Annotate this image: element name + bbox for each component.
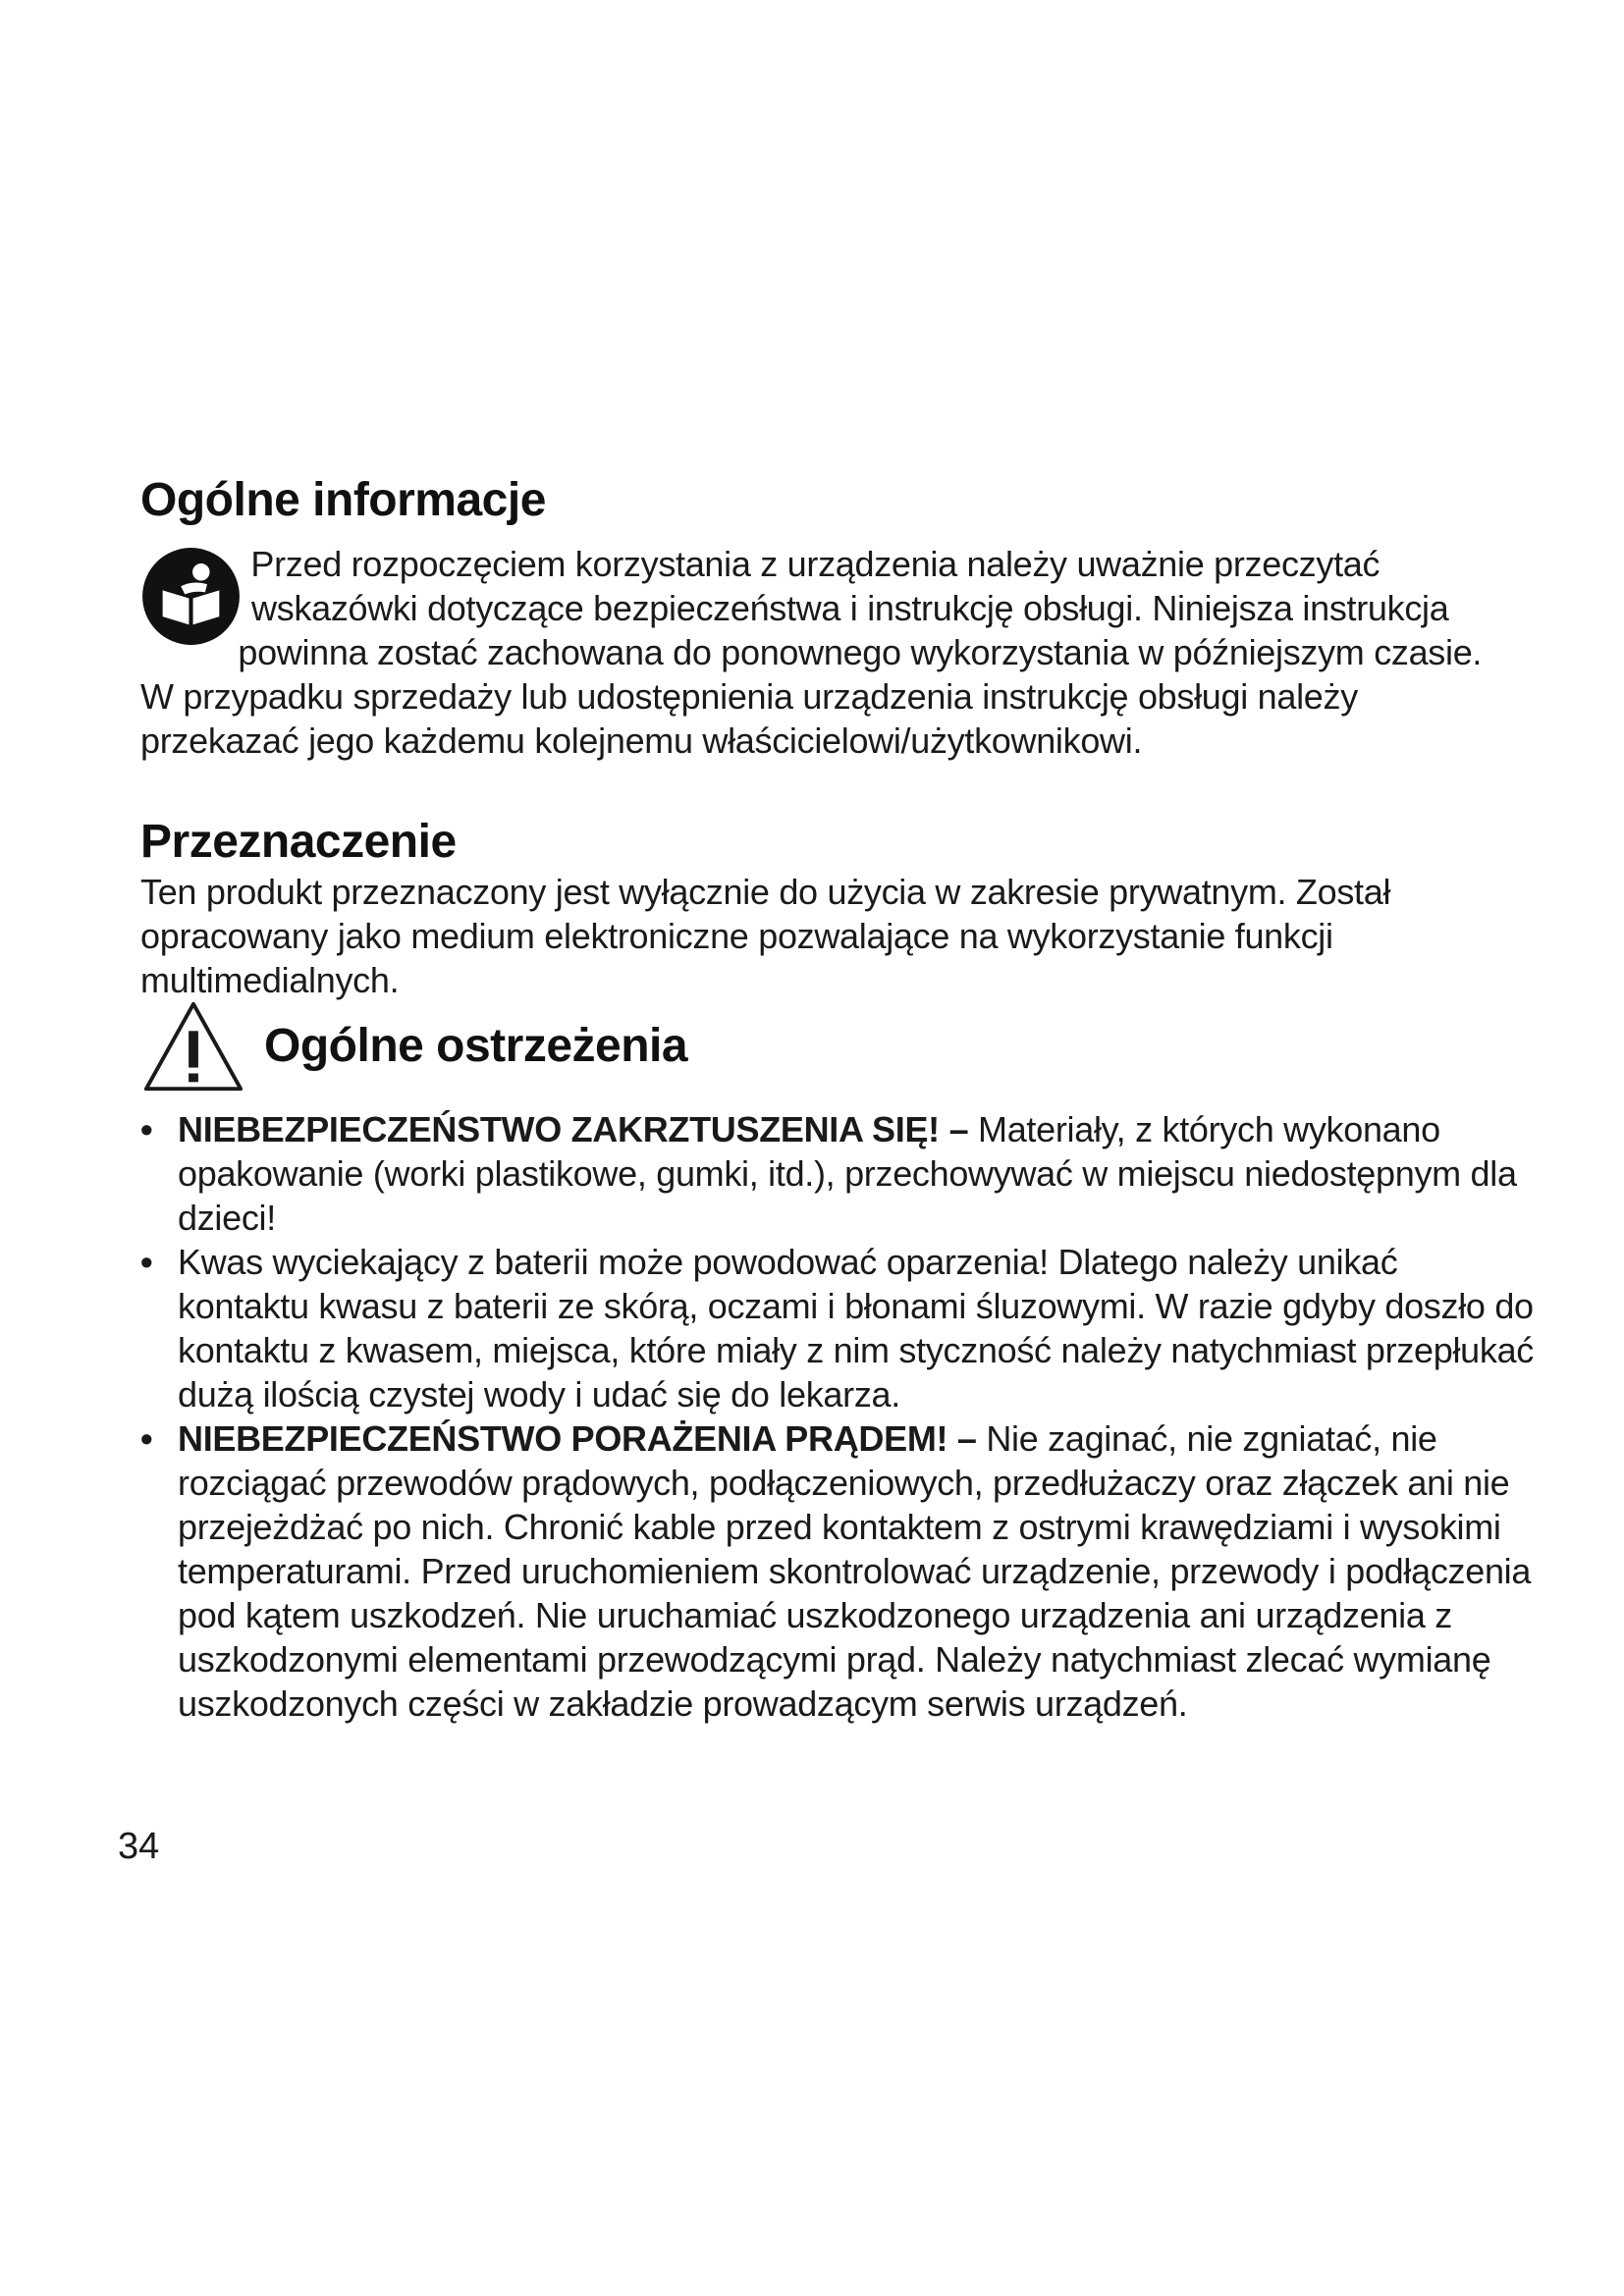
general-information-text: Przed rozpoczęciem korzystania z urządzenia należy uważnie przeczytać wskazówki dotyczące bezpieczeństwa i instrukcję obsługi. Niniejsza instrukcja powinna zostać zachowana do ponownego wykorzystania w późniejszym czasie. W przypadku sprzedaży lub udostępnienia urządzenia instrukcję obsługi należy przekazać jego każdemu kolejnemu właścicielowi/użytkownikowi. — [140, 544, 1483, 761]
section-general-information — [140, 473, 1515, 763]
warning-lead: NIEBEZPIECZEŃSTWO PORAŻENIA PRĄDEM! – — [178, 1418, 977, 1459]
bullet: • — [140, 1418, 153, 1459]
warning-text: Nie zaginać, nie zgniatać, nie rozciągać przewodów prądowych, podłączeniowych, przedłużaczy oraz złączek ani nie przejeżdżać po nich. Chronić kable przed kontaktem z ostrymi krawędziami i wysokimi temperaturami. Przed uruchomieniem skontrolować urządzenie, przewody i podłączenia pod kątem uszkodzeń. Nie uruchamiać uszkodzonego urządzenia ani urządzenia z uszkodzonymi elementami przewodzącymi prąd. Należy natychmiast zlecać wymianę uszkodzonych części w zakładzie prowadzącym serwis urządzeń. — [178, 1418, 1532, 1724]
warning-item-electric-shock — [140, 1416, 1535, 1726]
warnings-list — [140, 1107, 1535, 1726]
section-intended-use — [140, 815, 1515, 1002]
section-general-warnings — [140, 991, 1535, 1726]
read-manual-icon — [140, 546, 242, 647]
page-number: 34 — [118, 1826, 160, 1867]
warning-item-choking — [140, 1107, 1535, 1240]
warning-triangle-icon — [140, 997, 246, 1095]
warning-lead: NIEBEZPIECZEŃSTWO ZAKRZTUSZENIA SIĘ! – — [178, 1109, 969, 1149]
bullet: • — [140, 1109, 153, 1149]
warning-text: Kwas wyciekający z baterii może powodować oparzenia! Dlatego należy unikać kontaktu kwasu z baterii ze skórą, oczami i błonami śluzowymi. W razie gdyby doszło do kontaktu z kwasem, miejsca, które miały z nim styczność należy natychmiast przepłukać dużą ilością czystej wody i udać się do lekarza. — [178, 1242, 1534, 1415]
warning-item-battery-acid — [140, 1240, 1535, 1416]
section-title-general-information: Ogólne informacje — [140, 474, 546, 526]
bullet: • — [140, 1242, 153, 1282]
intended-use-text: Ten produkt przeznaczony jest wyłącznie do użycia w zakresie prywatnym. Został opracowany jako medium elektroniczne pozwalające na wykorzystanie funkcji multimedialnych. — [140, 872, 1391, 1000]
section-title-intended-use: Przeznaczenie — [140, 816, 457, 868]
section-title-general-warnings: Ogólne ostrzeżenia — [264, 1020, 688, 1072]
warning-text: Materiały, z których wykonano opakowanie (worki plastikowe, gumki, itd.), przechowywać w miejscu niedostępnym dla dzieci! — [178, 1109, 1517, 1238]
